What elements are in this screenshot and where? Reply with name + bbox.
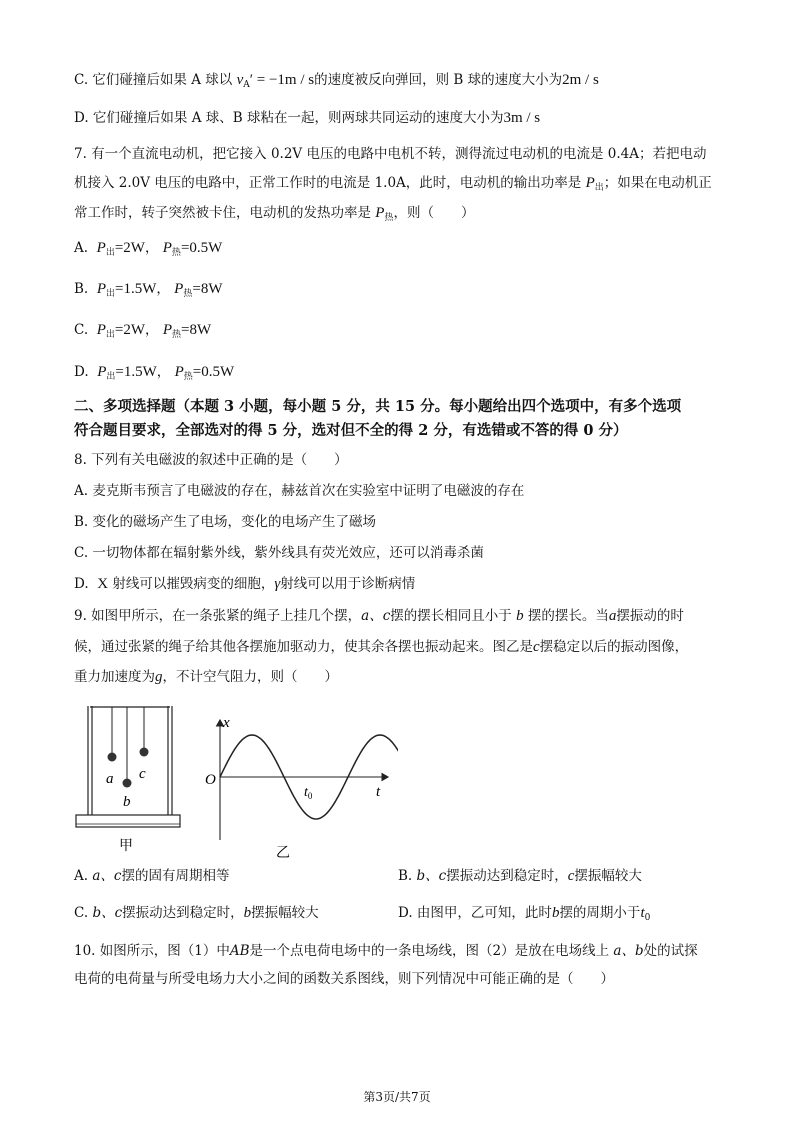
q8-option-c: C. 一切物体都在辐射紫外线，紫外线具有荧光效应，还可以消毒杀菌	[74, 545, 484, 561]
p-sub: 热	[183, 372, 193, 382]
q10-stem-line2: 电荷的电荷量与所受电场力大小之间的函数关系图线，则下列情况中可能正确的是（ ）	[74, 971, 614, 987]
section2-heading-line1: 二、多项选择题（本题 3 小题，每小题 5 分，共 15 分。每小题给出四个选项中，有多个选项	[74, 398, 682, 415]
option-text: 摆振动达到稳定时，	[446, 868, 568, 884]
q6-c-velocity-symbol: v	[236, 72, 244, 88]
q9-stem-line2	[74, 637, 688, 657]
p-heat-value: =0.5W	[180, 240, 223, 256]
q10-stem-line1	[74, 941, 698, 961]
q7-p-symbol: P	[585, 175, 595, 191]
caption-jia: 甲	[119, 839, 133, 854]
p-sub: 热	[172, 330, 182, 340]
p-out-value: =1.5W	[115, 364, 157, 380]
q7-option-a: A. $P_出=2W$， $P_热=0.5W$	[74, 240, 223, 258]
p-symbol: P	[96, 240, 106, 256]
p-sub: 热	[171, 248, 181, 258]
option-text: 摆的固有周期相等	[121, 868, 230, 884]
q9-ac-var: a、c	[361, 608, 391, 624]
q7-p-heat-sub: 热	[384, 213, 394, 223]
option-label: B.	[398, 868, 413, 884]
q9-option-c	[74, 903, 319, 923]
q7-line2-text: 机接入 2.0V 电压的电路中，正常工作时的电流是 1.0A，此时，电动机的输出功率是	[74, 175, 582, 191]
label-b: b	[123, 794, 131, 810]
q7-line3-text: 常工作时，转子突然被卡住，电动机的发热功率是	[74, 205, 371, 221]
p-sub: 出	[105, 289, 115, 299]
q9-option-a	[74, 866, 229, 886]
frame-base	[76, 815, 180, 827]
q10-text: 是一个点电荷电场中的一条电场线，图（2）是放在电场线上	[249, 943, 610, 959]
q7-option-d: D. $P_出=1.5W$， $P_热=0.5W$	[74, 364, 235, 382]
x-ray-symbol: X	[97, 576, 109, 592]
option-var: b	[243, 905, 252, 921]
p-heat-value: =8W	[181, 322, 212, 338]
page-footer: 第3页/共7页	[363, 1090, 431, 1104]
q6-option-c	[74, 70, 599, 95]
q9-text: 摆稳定以后的振动图像，	[539, 639, 689, 655]
option-label: A.	[74, 240, 89, 256]
q8-option-b: B. 变化的磁场产生了电场，变化的电场产生了磁场	[74, 514, 377, 530]
p-symbol: P	[97, 364, 107, 380]
q9-text: 摆振动的时	[616, 608, 684, 624]
q8-option-a: A. 麦克斯韦预言了电磁波的存在，赫兹首次在实验室中证明了电磁波的存在	[74, 483, 525, 499]
p-out-value: =2W	[114, 240, 145, 256]
q9-stem-line1	[74, 606, 684, 626]
option-sub: 0	[644, 913, 651, 923]
option-text: 摆的周期小于	[559, 905, 641, 921]
p-symbol: P	[174, 364, 184, 380]
q7-stem-line3	[74, 203, 474, 228]
q6-c-velocity-subscript: A	[243, 80, 250, 90]
oscillation-graph	[198, 712, 398, 862]
q9-c-var: c	[533, 639, 540, 655]
q8-d-text: 射线可以摧毁病变的细胞，	[112, 576, 275, 592]
q6-d-answer: 3m / s	[503, 110, 541, 126]
p-sub: 出	[106, 372, 116, 382]
p-symbol: P	[162, 240, 172, 256]
q10-ab-var: AB	[229, 943, 250, 959]
option-label: D.	[74, 576, 89, 592]
pendulum-b-bob	[123, 779, 132, 788]
q8-d-text-end: 射线可以用于诊断病情	[280, 576, 416, 592]
q9-stem-line3	[74, 667, 338, 687]
q9-text: 摆的摆长。当	[527, 608, 609, 624]
q8-option-d	[74, 574, 415, 594]
gamma-symbol: γ	[274, 576, 281, 592]
q8-stem: 8. 下列有关电磁波的叙述中正确的是（ ）	[74, 452, 348, 468]
p-symbol: P	[96, 281, 106, 297]
q9-text: 9. 如图甲所示，在一条张紧的绳子上挂几个摆，	[74, 608, 362, 624]
p-out-value: =1.5W	[115, 281, 157, 297]
option-var: b、c	[92, 905, 123, 921]
q9-text: 摆的摆长相同且小于	[390, 608, 512, 624]
q6-c-text: C. 它们碰撞后如果 A 球以	[74, 72, 233, 88]
q7-option-b: B. $P_出=1.5W$， $P_热=8W$	[74, 281, 223, 299]
q6-c-answer: 2m / s	[562, 72, 599, 88]
p-heat-value: =0.5W	[192, 364, 235, 380]
section2-heading-line2: 符合题目要求，全部选对的得 5 分，选对但不全的得 2 分，有选错或不答的得 0 分）	[74, 422, 628, 439]
q9-text: 候，通过张紧的绳子给其他各摆施加驱动力，使其余各摆也振动起来。图乙是	[74, 639, 533, 655]
q6-d-text: D. 它们碰撞后如果 A 球、B 球粘在一起，则两球共同运动的速度大小为	[74, 110, 504, 126]
p-symbol: P	[162, 322, 173, 338]
axis-label-x: x	[223, 715, 230, 731]
q7-line3-end: ，则（ ）	[393, 205, 475, 221]
p-sub: 热	[183, 289, 193, 299]
label-a: a	[106, 771, 114, 787]
p-sub: 出	[105, 330, 115, 340]
p-symbol: P	[174, 281, 184, 297]
q7-p-out-sub: 出	[594, 183, 604, 193]
axis-label-t: t	[376, 784, 381, 800]
p-sub: 出	[105, 248, 115, 258]
option-label: D.	[74, 364, 89, 380]
q10-ab-var: a、b	[613, 943, 644, 959]
option-var: a、c	[92, 868, 122, 884]
pendulum-c-bob	[140, 748, 149, 757]
option-label: C.	[74, 905, 89, 921]
option-text: 摆振幅较大	[574, 868, 642, 884]
option-label: B.	[74, 281, 89, 297]
option-label: C.	[74, 322, 89, 338]
q9-g-var: g	[155, 669, 163, 685]
q9-option-b	[398, 866, 642, 886]
q7-stem-line2	[74, 173, 712, 198]
q9-text: 重力加速度为	[74, 669, 155, 685]
option-var: c	[567, 868, 575, 884]
q9-b-var: b	[516, 608, 524, 624]
label-c: c	[139, 766, 146, 782]
q9-text: ，不计空气阻力，则（ ）	[162, 669, 338, 685]
pendulum-frame-figure	[70, 698, 190, 858]
option-var: b	[551, 905, 560, 921]
option-var: t	[640, 905, 645, 921]
q7-p-heat-symbol: P	[375, 205, 385, 221]
p-out-value: =2W	[114, 322, 146, 338]
q9-option-d	[398, 903, 650, 928]
p-symbol: P	[96, 322, 106, 338]
q9-a-var: a	[608, 608, 617, 624]
q7-stem-line1: 7. 有一个直流电动机，把它接入 0.2V 电压的电路中电机不转，测得流过电动机的电流是 0.4A；若把电动	[74, 146, 707, 162]
p-heat-value: =8W	[192, 281, 223, 297]
pendulum-a-bob	[108, 753, 117, 762]
option-text: 摆振动达到稳定时，	[122, 905, 244, 921]
option-label: A.	[74, 868, 89, 884]
option-text: D. 由图甲，乙可知，此时	[398, 905, 552, 921]
q7-option-c: C. $P_出=2W$， $P_热=8W$	[74, 322, 212, 340]
q10-text: 处的试探	[643, 943, 698, 959]
q7-line2-end: ；如果在电动机正	[603, 175, 712, 191]
q10-text: 10. 如图所示，图（1）中	[74, 943, 230, 959]
q6-option-d	[74, 108, 540, 128]
option-var: b、c	[416, 868, 447, 884]
q6-c-velocity-value: ′ = −1m / s	[249, 72, 315, 88]
caption-yi: 乙	[276, 846, 290, 861]
t0-label: $t_0$	[304, 785, 313, 801]
option-text: 摆振幅较大	[251, 905, 319, 921]
origin-label: O	[205, 772, 216, 788]
q6-c-text-mid: 的速度被反向弹回，则 B 球的速度大小为	[314, 72, 563, 88]
